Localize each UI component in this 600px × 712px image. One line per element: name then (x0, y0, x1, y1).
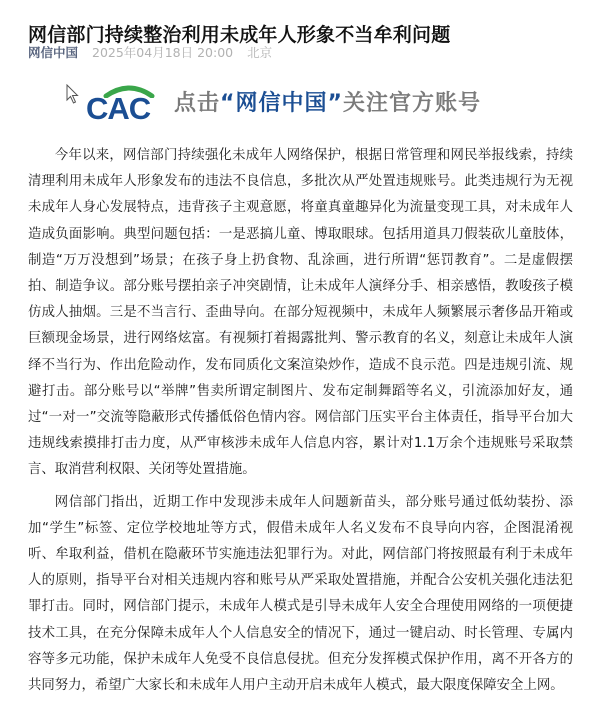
publish-datetime: 2025年04月18日 20:00 (92, 45, 234, 60)
article-body (28, 143, 573, 705)
paragraph-1: 今年以来，网信部门持续强化未成年人网络保护，根据日常管理和网民举报线索，持续清理利用未成年人形象发布的违法不良信息，多批次从严处置违规账号。此类违规行为无视未成年人身心发展特点，违背孩子主观意愿，将童真童趣异化为流量变现工具，对未成年人造成负面影响。典型问题包括：一是恶搞儿童、博取眼球。包括用道具刀假装砍儿童肢体，制造“万万没想到”场景；在孩子身上扔食物、乱涂画，进行所谓“惩罚教育”。二是虚假摆拍、制造争议。部分账号摆拍亲子冲突剧情，让未成年人演绎分手、相亲感悟，教唆孩子模仿成人抽烟。三是不当言行、歪曲导向。在部分短视频中，未成年人频繁展示奢侈品开箱或巨额现金场景，进行网络炫富。有视频打着揭露批判、警示教育的名义，刻意让未成年人演绎不当行为、作出危险动作，发布同质化文案渲染炒作，造成不良示范。四是违规引流、规避打击。部分账号以“举牌”售卖所谓定制图片、发布定制舞蹈等名义，引流添加好友，通过“一对一”交流等隐蔽形式传播低俗色情内容。网信部门压实平台主体责任，指导平台加大违规线索摸排打击力度，从严审核涉未成年人信息内容，累计对1.1万余个违规账号采取禁言、取消营利权限、关闭等处置措施。 (28, 148, 573, 478)
mouse-cursor-icon (66, 84, 80, 104)
banner-text (174, 89, 481, 119)
location: 北京 (247, 45, 273, 60)
source-link[interactable]: 网信中国 (28, 45, 79, 60)
article-meta (28, 44, 272, 62)
banner-prefix: 点击 (174, 91, 221, 116)
article-title: 网信部门持续整治利用未成年人形象不当牟利问题 (28, 23, 451, 46)
banner-brand: “网信中国” (220, 91, 343, 116)
cac-logo (86, 82, 172, 126)
logo-text: CAC (86, 91, 151, 126)
banner-suffix: 关注官方账号 (342, 91, 481, 116)
paragraph-2: 网信部门指出，近期工作中发现涉未成年人问题新苗头，部分账号通过低幼装扮、添加“学生”标签、定位学校地址等方式，假借未成年人名义发布不良导向内容，企图混淆视听、牟取利益，借机在隐蔽环节实施违法犯罪行为。对此，网信部门将按照最有利于未成年人的原则，指导平台对相关违规内容和账号从严采取处置措施，并配合公安机关强化违法犯罪打击。同时，网信部门提示，未成年人模式是引导未成年人安全合理使用网络的一项便捷技术工具，在充分保障未成年人个人信息安全的情况下，通过一键启动、时长管理、专属内容等多元功能，保护未成年人免受不良信息侵扰。但充分发挥模式保护作用，离不开各方的共同努力，希望广大家长和未成年人用户主动开启未成年人模式，最大限度保障安全上网。 (28, 494, 573, 694)
follow-banner[interactable] (66, 82, 536, 126)
